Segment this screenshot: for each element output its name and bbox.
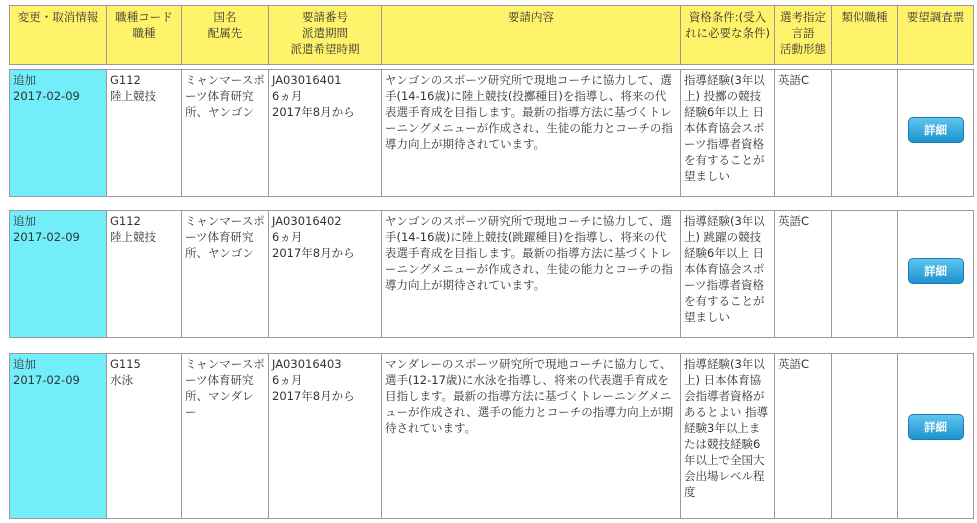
content-cell: ヤンゴンのスポーツ研究所で現地コーチに協力して、選手(14-16歳)に陸上競技(跳躍種目)を指導し、将来の代表選手育成を目指します。最新の指導方法に基づくトレーニングメニューが作成され、生徒の能力とコーチの指導力向上が期待されています。 [382, 211, 681, 338]
language-cell: 英語C [775, 70, 832, 197]
change-cell: 追加 2017-02-09 [10, 354, 107, 519]
header-change: 変更・取消情報 [10, 6, 107, 65]
qual-cell: 指導経験(3年以上) 跳躍の競技経験6年以上 日本体育協会スポーツ指導者資格を有することが望ましい [681, 211, 775, 338]
request-table-1 [9, 69, 974, 197]
place-cell: ミャンマースポーツ体育研究所、マンダレー [182, 354, 269, 519]
detail-button[interactable]: 詳細 [908, 258, 964, 284]
job-code-cell: G112 陸上競技 [107, 70, 182, 197]
change-cell: 追加 2017-02-09 [10, 211, 107, 338]
detail-button[interactable]: 詳細 [908, 117, 964, 143]
header-req-no: 要請番号 派遣期間 派遣希望時期 [269, 6, 382, 65]
header-row [10, 6, 974, 65]
language-cell: 英語C [775, 354, 832, 519]
request-table-3 [9, 353, 974, 519]
table-row [10, 354, 974, 519]
header-similar: 類似職種 [832, 6, 898, 65]
header-qual: 資格条件:(受入れに必要な条件) [681, 6, 775, 65]
survey-cell [898, 354, 974, 519]
similar-cell [832, 211, 898, 338]
survey-cell [898, 70, 974, 197]
similar-cell [832, 354, 898, 519]
job-code-cell: G112 陸上競技 [107, 211, 182, 338]
header-survey: 要望調査票 [898, 6, 974, 65]
table-row [10, 70, 974, 197]
header-content: 要請内容 [382, 6, 681, 65]
header-table [9, 5, 974, 65]
similar-cell [832, 70, 898, 197]
job-code-cell: G115 水泳 [107, 354, 182, 519]
header-selection: 選考指定 言語 活動形態 [775, 6, 832, 65]
header-job-code: 職種コード 職種 [107, 6, 182, 65]
table-row [10, 211, 974, 338]
change-cell: 追加 2017-02-09 [10, 70, 107, 197]
survey-cell [898, 211, 974, 338]
content-cell: ヤンゴンのスポーツ研究所で現地コーチに協力して、選手(14-16歳)に陸上競技(投擲種目)を指導し、将来の代表選手育成を目指します。最新の指導方法に基づくトレーニングメニューが作成され、生徒の能力とコーチの指導力向上が期待されています。 [382, 70, 681, 197]
header-country: 国名 配属先 [182, 6, 269, 65]
qual-cell: 指導経験(3年以上) 投擲の競技経験6年以上 日本体育協会スポーツ指導者資格を有することが望ましい [681, 70, 775, 197]
detail-button[interactable]: 詳細 [908, 414, 964, 440]
qual-cell: 指導経験(3年以上) 日本体育協会指導者資格があるとよい 指導経験3年以上または競技経験6年以上で全国大会出場レベル程度 [681, 354, 775, 519]
req-no-cell: JA03016402 6ヵ月 2017年8月から [269, 211, 382, 338]
req-no-cell: JA03016401 6ヵ月 2017年8月から [269, 70, 382, 197]
place-cell: ミャンマースポーツ体育研究所、ヤンゴン [182, 70, 269, 197]
place-cell: ミャンマースポーツ体育研究所、ヤンゴン [182, 211, 269, 338]
req-no-cell: JA03016403 6ヵ月 2017年8月から [269, 354, 382, 519]
request-table-2 [9, 210, 974, 338]
content-cell: マンダレーのスポーツ研究所で現地コーチに協力して、選手(12-17歳)に水泳を指導し、将来の代表選手育成を目指します。最新の指導方法に基づくトレーニングメニューが作成され、選手の能力とコーチの指導力向上が期待されています。 [382, 354, 681, 519]
language-cell: 英語C [775, 211, 832, 338]
